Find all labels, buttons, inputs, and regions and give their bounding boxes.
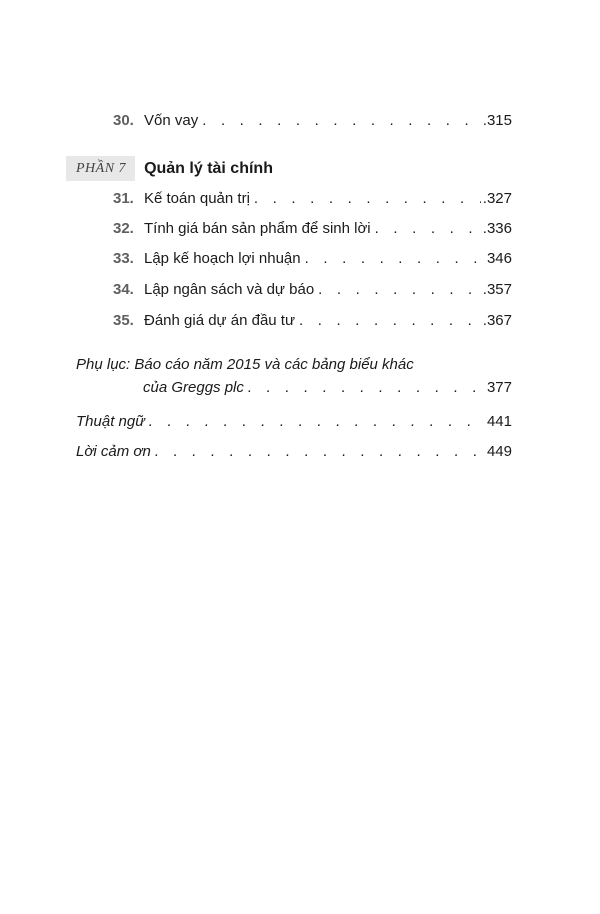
chapter-number: 32. xyxy=(113,220,134,237)
toc-entry-chapter-32[interactable] xyxy=(113,220,512,238)
chapter-page-number: .327 xyxy=(482,190,512,207)
chapter-title: Lập ngân sách và dự báo xyxy=(144,281,315,298)
dot-leader xyxy=(375,220,481,238)
chapter-number: 34. xyxy=(113,281,134,298)
chapter-page-number: .357 xyxy=(482,281,512,298)
toc-entry-chapter-31[interactable] xyxy=(113,190,512,208)
chapter-title: Đánh giá dự án đầu tư xyxy=(144,312,296,329)
dot-leader xyxy=(155,443,485,461)
chapter-page-number: .367 xyxy=(482,312,512,329)
part-label: PHẦN 7 xyxy=(66,156,135,181)
chapter-page-number: 346 xyxy=(486,250,512,267)
appendix-title-line2: của Greggs plc xyxy=(143,379,244,396)
chapter-number: 35. xyxy=(113,312,134,329)
appendix-page-number: 377 xyxy=(486,379,512,396)
dot-leader xyxy=(299,312,481,330)
chapter-number: 31. xyxy=(113,190,134,207)
chapter-page-number: .315 xyxy=(482,112,512,129)
toc-entry-chapter-33[interactable] xyxy=(113,250,512,268)
chapter-page-number: .336 xyxy=(482,220,512,237)
part-title: Quản lý tài chính xyxy=(144,159,273,177)
toc-entry-appendix[interactable] xyxy=(143,379,512,397)
dot-leader xyxy=(248,379,485,397)
part-header[interactable] xyxy=(66,156,273,181)
dot-leader xyxy=(149,413,485,431)
acknowledgements-page-number: 449 xyxy=(486,443,512,460)
glossary-title: Thuật ngữ xyxy=(76,413,145,430)
chapter-title: Tính giá bán sản phẩm để sinh lời xyxy=(144,220,371,237)
dot-leader xyxy=(254,190,481,208)
toc-entry-chapter-35[interactable] xyxy=(113,312,512,330)
toc-entry-chapter-34[interactable] xyxy=(113,281,512,299)
chapter-title: Lập kế hoạch lợi nhuận xyxy=(144,250,301,267)
chapter-number: 33. xyxy=(113,250,134,267)
toc-entry-appendix-line1[interactable]: Phụ lục: Báo cáo năm 2015 và các bảng biểu khác xyxy=(76,356,414,373)
chapter-number: 30. xyxy=(113,112,134,129)
toc-entry-glossary[interactable] xyxy=(76,413,512,431)
acknowledgements-title: Lời cảm ơn xyxy=(76,443,151,460)
chapter-title: Vốn vay xyxy=(144,112,199,129)
toc-entry-chapter-30[interactable] xyxy=(113,112,512,130)
toc-entry-acknowledgements[interactable] xyxy=(76,443,512,461)
chapter-title: Kế toán quản trị xyxy=(144,190,250,207)
glossary-page-number: 441 xyxy=(486,413,512,430)
dot-leader xyxy=(305,250,485,268)
dot-leader xyxy=(202,112,481,130)
dot-leader xyxy=(318,281,481,299)
